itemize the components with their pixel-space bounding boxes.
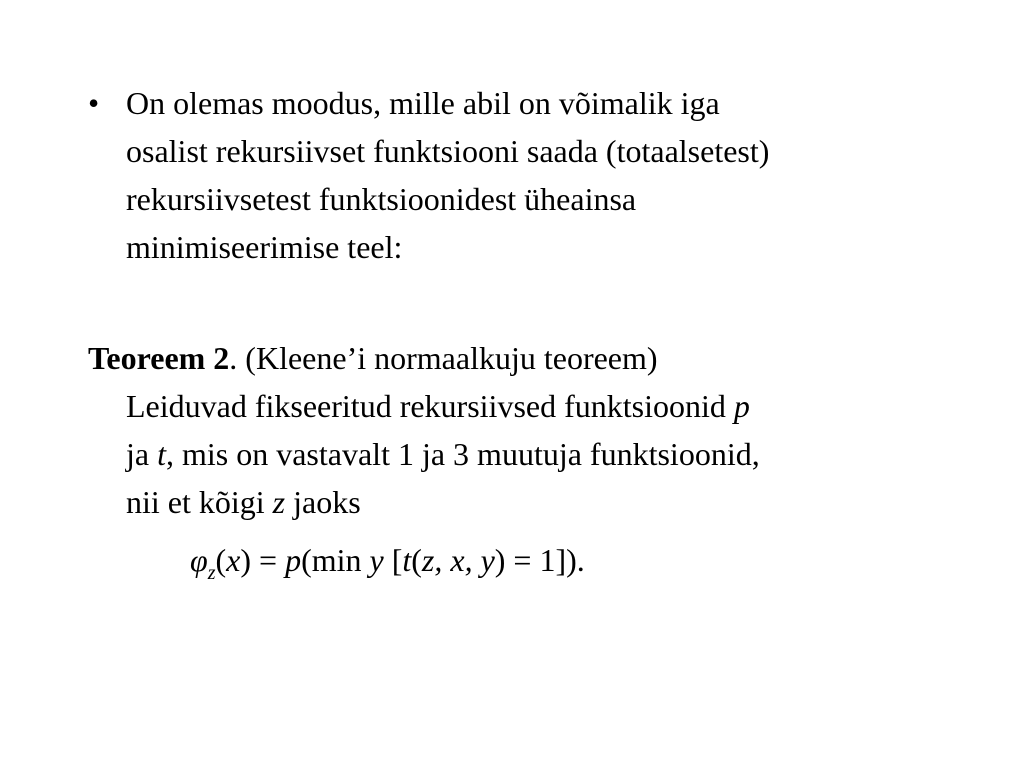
theorem-title: . (Kleene’i normaalkuju teoreem): [229, 340, 658, 376]
bullet-marker: •: [88, 85, 100, 121]
bullet-text: [126, 79, 948, 271]
variable-z: z: [272, 484, 286, 520]
theorem-text: ja: [126, 436, 158, 472]
theorem-heading-line: [88, 334, 968, 382]
formula-x: x: [226, 542, 241, 578]
formula-min: (min: [301, 542, 370, 578]
variable-t: t: [157, 436, 166, 472]
kleene-formula: [190, 536, 585, 597]
theorem-line: [126, 478, 968, 526]
formula-p: p: [285, 542, 302, 578]
formula-args: z, x, y: [421, 542, 495, 578]
bullet-line: minimiseerimise teel:: [126, 229, 403, 265]
theorem-text: , mis on vastavalt 1 ja 3 muutuja funktsioonid,: [165, 436, 760, 472]
theorem-statement: [126, 382, 968, 526]
formula-symbol: [: [383, 542, 403, 578]
variable-p: p: [733, 388, 750, 424]
theorem-paragraph: [88, 334, 968, 526]
bullet-line: osalist rekursiivset funktsiooni saada (totaalsetest): [126, 133, 770, 169]
theorem-line: [126, 382, 968, 430]
theorem-label: Teoreem 2: [88, 340, 230, 376]
formula-phi: φ: [190, 542, 208, 578]
formula-symbol: (: [215, 542, 227, 578]
formula-phi-subscript: z: [207, 562, 216, 584]
bullet-line: rekursiivsetest funktsioonidest üheainsa: [126, 181, 637, 217]
formula-symbol: ) =: [240, 542, 286, 578]
theorem-text: jaoks: [285, 484, 361, 520]
theorem-text: nii et kõigi: [126, 484, 273, 520]
formula-tail: ) = 1]).: [494, 542, 585, 578]
bullet-paragraph: [88, 79, 948, 271]
bullet-line: On olemas moodus, mille abil on võimalik iga: [126, 85, 720, 121]
theorem-line: [126, 430, 968, 478]
formula-symbol: (: [411, 542, 422, 578]
formula-y: y: [369, 542, 384, 578]
formula-t: t: [402, 542, 412, 578]
theorem-text: Leiduvad fikseeritud rekursiivsed funktsioonid: [126, 388, 734, 424]
